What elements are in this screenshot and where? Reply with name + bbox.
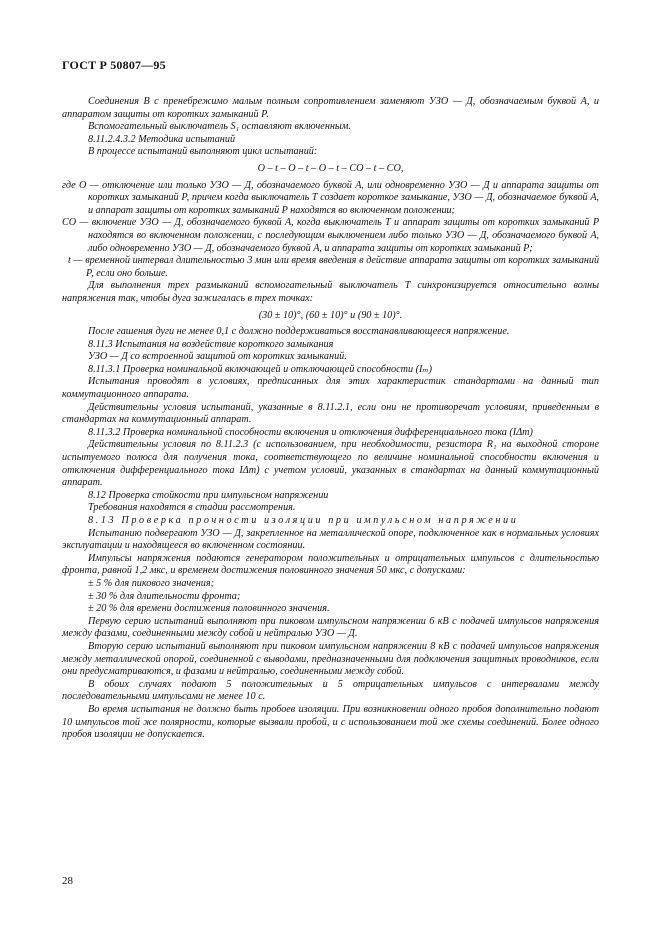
section-heading-spaced: 8.13 Проверка прочности изоляции при импульсном напряжении xyxy=(88,515,519,526)
section-heading: 8.11.3 Испытания на воздействие короткого замыкания xyxy=(88,338,334,350)
page-number: 28 xyxy=(62,875,73,887)
paragraph: Соединения B с пренебрежимо малым полным сопротивлением заменяют УЗО — Д, обозначаемым буквой А, и аппаратом защиты от коротких замыканий Р. xyxy=(62,96,599,120)
paragraph: Во время испытания не должно быть пробоев изоляции. При возникновении одного пробоя дополнительно подают 10 импульсов той же полярности, которые вызвали пробой, и с использованием той же схемы соединений. Более одного пробоя изоляции не допускается. xyxy=(62,703,599,741)
paragraph: Вспомогательный выключатель S₁ оставляют включенным. xyxy=(88,121,351,133)
tolerance-item: ± 5 % для пикового значения; xyxy=(88,577,214,589)
section-heading: 8.11.2.4.3.2 Методика испытаний xyxy=(88,133,236,145)
paragraph: Действительны условия по 8.11.2.3 (с использованием, при необходимости, резистора R₁ на выходной стороне испытуемого полюса для получения тока, соответствующего по величине номинальной способности включения и отключения дифференциального тока IΔm) с учетом условий, указанных в стандартах на данный коммутационный аппарат. xyxy=(62,439,599,489)
paragraph: Вторую серию испытаний выполняют при пиковом импульсном напряжении 8 кВ с подачей импульсов напряжения между металлической опорой, соединенной с выводами, предназначенными для подключения защитных проводников, если они предусматриваются, и фазами и нейтралью, соединенными между собой. xyxy=(62,640,599,678)
paragraph: Действительны условия испытаний, указанные в 8.11.2.1, если они не противоречат условиям, приведенным в стандартах на коммутационный аппарат. xyxy=(62,401,599,426)
formula-cycle: O – t – O – t – O – t – CO – t – CO, xyxy=(257,162,404,174)
paragraph: Импульсы напряжения подаются генератором положительных и отрицательных импульсов с длительностью фронта, равной 1,2 мкс, и временем достижения половинного значения 50 мкс, с допусками: xyxy=(62,552,599,577)
paragraph: Испытания проводят в условиях, предписанных для этих характеристик стандартами на данный тип коммутационного аппарата. xyxy=(62,376,599,401)
paragraph: Первую серию испытаний выполняют при пиковом импульсном напряжении 6 кВ с подачей импульсов напряжения между фазами, соединенными между собой и нейтралью УЗО — Д. xyxy=(62,615,599,640)
definition-o: где O — отключение или только УЗО — Д, обозначаемого буквой А, или одновременно УЗО — Д и аппарата защиты от коротких замыканий Р, причем когда выключатель Т создает короткое замыкание, УЗО — Д, обозначаемое буквой А, и аппарат защиты от коротких замыканий Р находятся во включенном положении; xyxy=(62,179,599,216)
paragraph: УЗО — Д со встроенной защитой от коротких замыканий. xyxy=(88,351,347,363)
formula-angles: (30 ± 10)°, (60 ± 10)° и (90 ± 10)°. xyxy=(258,309,403,321)
paragraph: После гашения дуги не менее 0,1 с должно поддерживаться восстанавливающееся напряжение. xyxy=(88,326,510,338)
standard-header: ГОСТ Р 50807—95 xyxy=(62,58,166,72)
paragraph: В процессе испытаний выполняют цикл испытаний: xyxy=(88,146,318,158)
definition-co: CO — включение УЗО — Д, обозначаемого буквой А, когда выключатель Т и аппарат защиты от коротких замыканий Р находятся во включенном положении, с последующим выключением либо только УЗО — Д, обозначаемого буквой А, либо одновременно УЗО — Д, обозначаемого буквой А, и аппарата защиты от коротких замыканий Р; xyxy=(62,217,599,254)
tolerance-item: ± 20 % для времени достижения половинного значения. xyxy=(88,603,330,615)
section-heading: 8.11.3.1 Проверка номинальной включающей и отключающей способности (Iₘ) xyxy=(88,363,433,375)
document-body xyxy=(62,96,599,742)
paragraph: Испытанию подвергают УЗО — Д, закрепленное на металлической опоре, подключенное как в нормальных условиях эксплуатации и находящееся во включенном состоянии. xyxy=(62,527,599,552)
tolerance-item: ± 30 % для длительности фронта; xyxy=(88,590,241,602)
paragraph: Требования находятся в стадии рассмотрения. xyxy=(88,502,296,514)
definition-t: t — временной интервал длительностью 3 мин или время введения в действие аппарата защиты от коротких замыканий Р, если оно больше. xyxy=(68,255,599,279)
paragraph: Для выполнения трех размыканий вспомогательный выключатель Т синхронизируется относительно волны напряжения так, чтобы дуга зажигалась в трех точках: xyxy=(62,280,599,304)
paragraph: В обоих случаях подают 5 положительных и 5 отрицательных импульсов с интервалами между последовательными импульсами не менее 10 с. xyxy=(62,678,599,703)
section-heading: 8.12 Проверка стойкости при импульсном напряжении xyxy=(88,489,329,501)
section-heading: 8.11.3.2 Проверка номинальной способности включения и отключения дифференциального тока (IΔm) xyxy=(88,426,533,438)
